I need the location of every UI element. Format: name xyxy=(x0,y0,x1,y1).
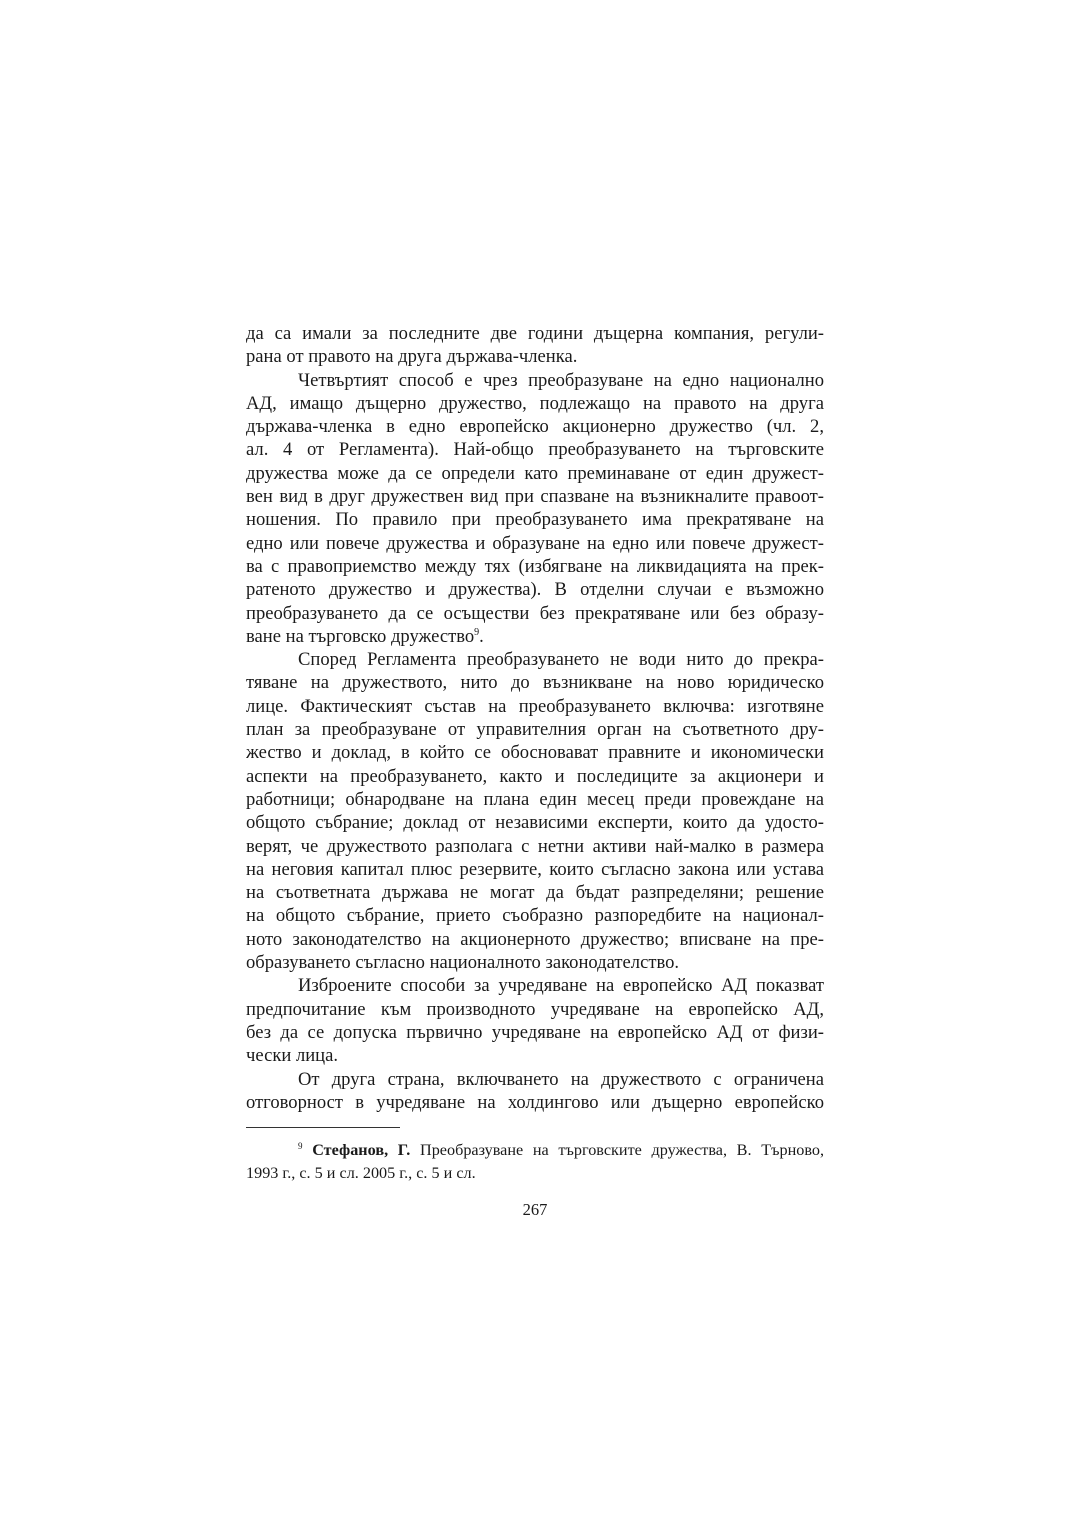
text-line: дружества може да се определи като преминаване от един дружест- xyxy=(246,462,824,484)
page-number: 267 xyxy=(522,1200,548,1219)
text-line: лице. Фактическият състав на преобразуването включва: изготвяне xyxy=(246,695,824,717)
text-line: чески лица. xyxy=(246,1045,339,1067)
paragraph-start-line: Четвъртият способ е чрез преобразуване на едно национално xyxy=(298,369,824,391)
text-line: да са имали за последните две години дъщерна компания, регули- xyxy=(246,323,824,344)
footnote-line: 1993 г., с. 5 и сл. 2005 г., с. 5 и сл. xyxy=(246,1164,476,1182)
footnote-reference[interactable]: 9 xyxy=(474,626,480,638)
footnote xyxy=(246,1139,824,1185)
text-line: жество и доклад, в който се обосновават правните и икономически xyxy=(246,742,824,764)
text-line: държава-членка в едно европейско акционерно дружество (чл. 2, xyxy=(246,416,824,438)
footnote-separator xyxy=(246,1127,400,1128)
footnote-line xyxy=(246,1139,824,1162)
text-line: верят, че дружеството разполага с нетни активи най-малко в размера xyxy=(246,835,824,857)
text-line: на неговия капитал плюс резервите, които съгласно закона или устава xyxy=(246,858,824,880)
text-line: образуването съгласно националното законодателство. xyxy=(246,952,680,974)
text-line: ал. 4 от Регламента). Най-общо преобразуването на търговските xyxy=(246,439,824,461)
text-line: без да се допуска първично учредяване на европейско АД от физи- xyxy=(246,1021,824,1043)
main-text xyxy=(246,322,824,1114)
text-line: на общото събрание, прието съобразно разпоредбите на национал- xyxy=(246,905,824,927)
text-line: вен вид в друг дружествен вид при спазване на възникналите правоот- xyxy=(246,486,824,508)
text-line: ва с правоприемство между тях (избягване на ликвидацията на прек- xyxy=(246,555,824,577)
text-line-with-footnote xyxy=(246,625,824,648)
text-line: ношения. По правило при преобразуването има прекратяване на xyxy=(246,509,824,531)
text-line: ратеното дружество и дружества). В отделни случаи е възможно xyxy=(246,579,824,601)
paragraph-start-line: От друга страна, включването на дружеството с ограничена xyxy=(298,1068,824,1090)
text-line: план за преобразуване от управителния орган на съответното дру- xyxy=(246,719,824,741)
text-line: отговорност в учредяване на холдингово или дъщерно европейско xyxy=(246,1091,824,1113)
footnote-text: Преобразуване на търговските дружества, В. Търново, xyxy=(410,1141,824,1159)
text-line: общото събрание; доклад от независими експерти, които да удосто- xyxy=(246,812,824,834)
text-line: едно или повече дружества и образуване на едно или повече дружест- xyxy=(246,532,824,554)
footnote-number: 9 xyxy=(298,1141,303,1151)
text-line: рана от правото на друга държава-членка. xyxy=(246,346,578,368)
text-line: предпочитание към производното учредяване на европейско АД, xyxy=(246,998,824,1020)
text-line: на съответната държава не могат да бъдат разпределяни; решение xyxy=(246,882,824,904)
sentence-end: . xyxy=(479,625,484,647)
paragraph-start-line: Според Регламента преобразуването не води нито до прекра- xyxy=(298,649,824,671)
text-line: тяване на дружеството, нито до възникване на ново юридическо xyxy=(246,672,824,694)
paragraph-start-line: Изброените способи за учредяване на европейско АД показват xyxy=(298,975,824,997)
text-line: работници; обнародване на плана един месец преди провеждане на xyxy=(246,788,824,810)
text-line: АД, имащо дъщерно дружество, подлежащо на правото на друга xyxy=(246,392,824,414)
text-line: преобразуването да се осъществи без прекратяване или без образу- xyxy=(246,602,824,624)
text-line: аспекти на преобразуването, както и последиците за акционери и xyxy=(246,765,824,787)
text-line: ното законодателство на акционерното дружество; вписване на пре- xyxy=(246,928,824,950)
text-line-content: ване на търговско дружество xyxy=(246,625,475,647)
footnote-author: Стефанов, Г. xyxy=(312,1141,411,1159)
